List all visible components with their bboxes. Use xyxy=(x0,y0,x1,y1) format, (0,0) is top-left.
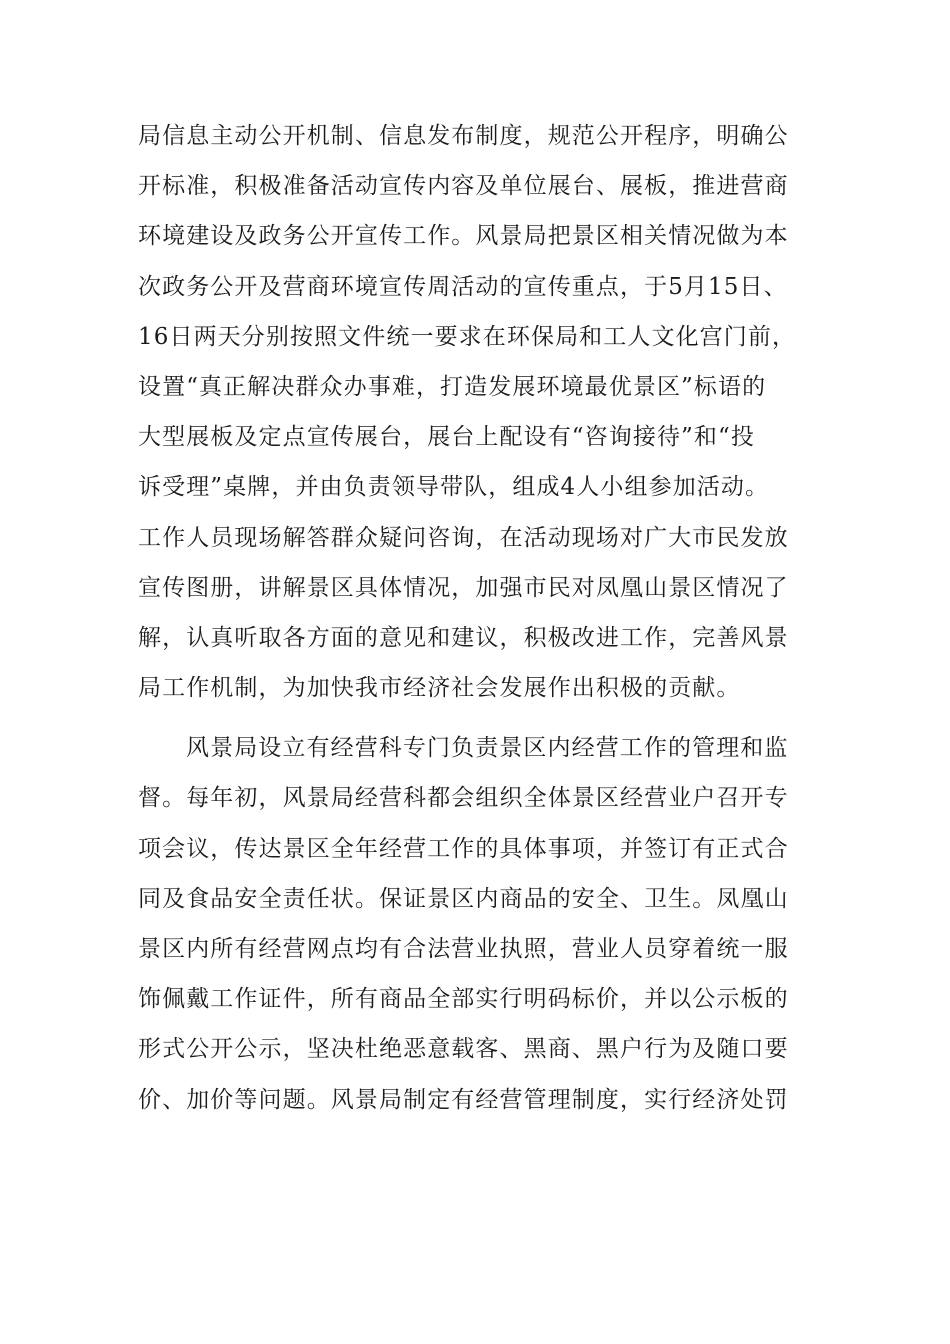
text-line: 解，认真听取各方面的意见和建议，积极改进工作，完善风景 xyxy=(138,624,789,651)
text-line: 景区内所有经营网点均有合法营业执照，营业人员穿着统一服 xyxy=(138,936,789,962)
text-line-indented: 风景局设立有经营科专门负责景区内经营工作的管理和监 xyxy=(186,735,789,762)
text-line: 设置“真正解决群众办事难，打造发展环境最优景区”标语的 xyxy=(138,373,767,400)
text-line: 局工作机制，为加快我市经济社会发展作出积极的贡献。 xyxy=(138,675,741,702)
text-line: 价、加价等问题。风景局制定有经营管理制度，实行经济处罚 xyxy=(138,1086,789,1113)
text-line: 形式公开公示，坚决杜绝恶意载客、黑商、黑户行为及随口要 xyxy=(138,1036,789,1063)
text-line: 项会议，传达景区全年经营工作的具体事项，并签订有正式合 xyxy=(138,835,789,862)
paragraph-2 xyxy=(138,723,828,1125)
text-line: 开标准，积极准备活动宣传内容及单位展台、展板，推进营商 xyxy=(138,173,789,200)
text-line: 次政务公开及营商环境宣传周活动的宣传重点，于5月15日、 xyxy=(138,273,788,300)
text-line: 饰佩戴工作证件，所有商品全部实行明码标价，并以公示板的 xyxy=(138,986,789,1013)
text-line: 环境建设及政务公开宣传工作。风景局把景区相关情况做为本 xyxy=(138,223,789,250)
text-line: 宣传图册，讲解景区具体情况，加强市民对凤凰山景区情况了 xyxy=(138,574,789,601)
text-line: 工作人员现场解答群众疑问咨询，在活动现场对广大市民发放 xyxy=(138,524,789,551)
text-line: 大型展板及定点宣传展台，展台上配设有“咨询接待”和“投 xyxy=(138,424,755,451)
text-line: 督。每年初，风景局经营科都会组织全体景区经营业户召开专 xyxy=(138,785,789,812)
paragraph-gap xyxy=(138,713,828,723)
document-body xyxy=(138,111,828,1125)
text-line: 同及食品安全责任状。保证景区内商品的安全、卫生。凤凰山 xyxy=(138,885,789,912)
text-line: 诉受理”桌牌，并由负责领导带队，组成4人小组参加活动。 xyxy=(138,474,770,501)
text-line: 16日两天分别按照文件统一要求在环保局和工人文化宫门前， xyxy=(138,323,797,350)
text-line: 局信息主动公开机制、信息发布制度，规范公开程序，明确公 xyxy=(138,123,789,149)
paragraph-1 xyxy=(138,111,828,713)
